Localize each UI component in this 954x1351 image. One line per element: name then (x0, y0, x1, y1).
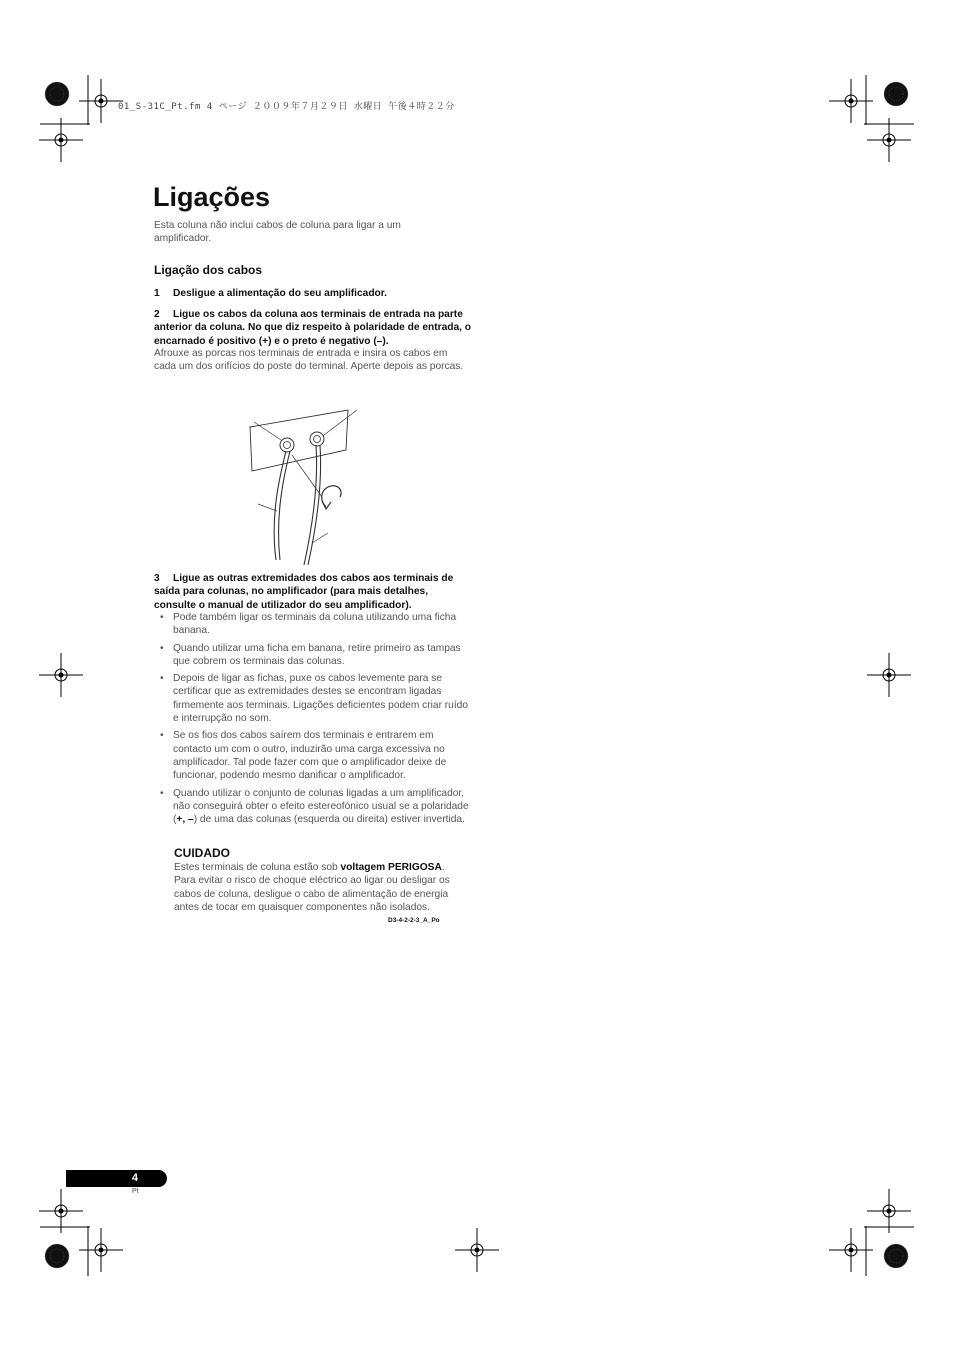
bullet-icon: • (160, 673, 164, 685)
bullet-icon: • (160, 730, 164, 742)
speaker-terminal-illustration (240, 405, 370, 570)
bullet-icon: • (160, 642, 164, 654)
notes-list (160, 611, 472, 830)
step-1-instruction: Desligue a alimentação do seu amplificador. (173, 288, 388, 299)
list-item: • Quando utilizar o conjunto de colunas ligadas a um amplificador, não conseguirá obter o efeito estereofónico usual se a polaridade (+, –) de uma das colunas (esquerda ou direita) estiver invertida. (160, 787, 469, 826)
bullet-icon: • (160, 612, 164, 623)
list-item: • Depois de ligar as fichas, puxe os cabos levemente para se certificar que as extremidades destes se encontram ligadas firmemente aos terminais. Ligações deficientes podem criar ruído e interrupção no som. (160, 673, 469, 725)
step-2-number: 2 (154, 309, 160, 320)
step-3-instruction: Ligue as outras extremidades dos cabos aos terminais de saída para colunas, no amplificador (para mais detalhes, consulte o manual de utilizador do seu amplificador). (154, 573, 454, 611)
intro-paragraph: Esta coluna não inclui cabos de coluna para ligar a um amplificador. (154, 220, 401, 245)
file-header-line: 01_S-31C_Pt.fm 4 ページ ２００９年７月２９日 水曜日 午後４時２２分 (118, 102, 455, 112)
step-2-instruction: Ligue os cabos da coluna aos terminais de entrada na parte anterior da coluna. No que diz respeito à polaridade de entrada, o encarnado é positivo (+) e o preto é negativo (–). (154, 309, 472, 347)
polarity-symbols: +, – (176, 814, 194, 826)
step-3-number: 3 (154, 573, 160, 584)
caution-title: CUIDADO (174, 846, 230, 860)
page-title: Ligações (153, 182, 271, 212)
step-2-body: Afrouxe as porcas nos terminais de entrada e insira os cabos em cada um dos orifícios do poste do terminal. Aperte depois as porcas. (154, 348, 464, 373)
list-item: • Pode também ligar os terminais da coluna utilizando uma ficha banana. (160, 612, 457, 637)
caution-reference-code: D3-4-2-2-3_A_Po (388, 917, 440, 924)
list-item: • Quando utilizar uma ficha em banana, retire primeiro as tampas que cobrem os terminais das colunas. (160, 642, 461, 667)
step-3 (154, 572, 472, 612)
step-2 (154, 308, 472, 348)
caution-emphasis: voltagem PERIGOSA (340, 862, 442, 873)
caution-text: Estes terminais de coluna estão sob voltagem PERIGOSA. Para evitar o risco de choque eléctrico ao ligar ou desligar os cabos de coluna, desligue o cabo de alimentação de energia antes de tocar em quaisquer componentes não isolados. (174, 862, 450, 913)
page-language: Pt (132, 1188, 139, 1195)
step-1-number: 1 (154, 288, 160, 299)
bullet-icon: • (160, 787, 164, 799)
step-1 (154, 287, 472, 300)
page-number: 4 (131, 1172, 138, 1184)
list-item: • Se os fios dos cabos saírem dos terminais e entrarem em contacto um com o outro, induzirão uma carga excessiva no amplificador. Tal pode fazer com que o amplificador deixe de funcionar, podendo mesmo danificar o amplificador. (160, 730, 447, 782)
section-heading: Ligação dos cabos (154, 263, 263, 277)
